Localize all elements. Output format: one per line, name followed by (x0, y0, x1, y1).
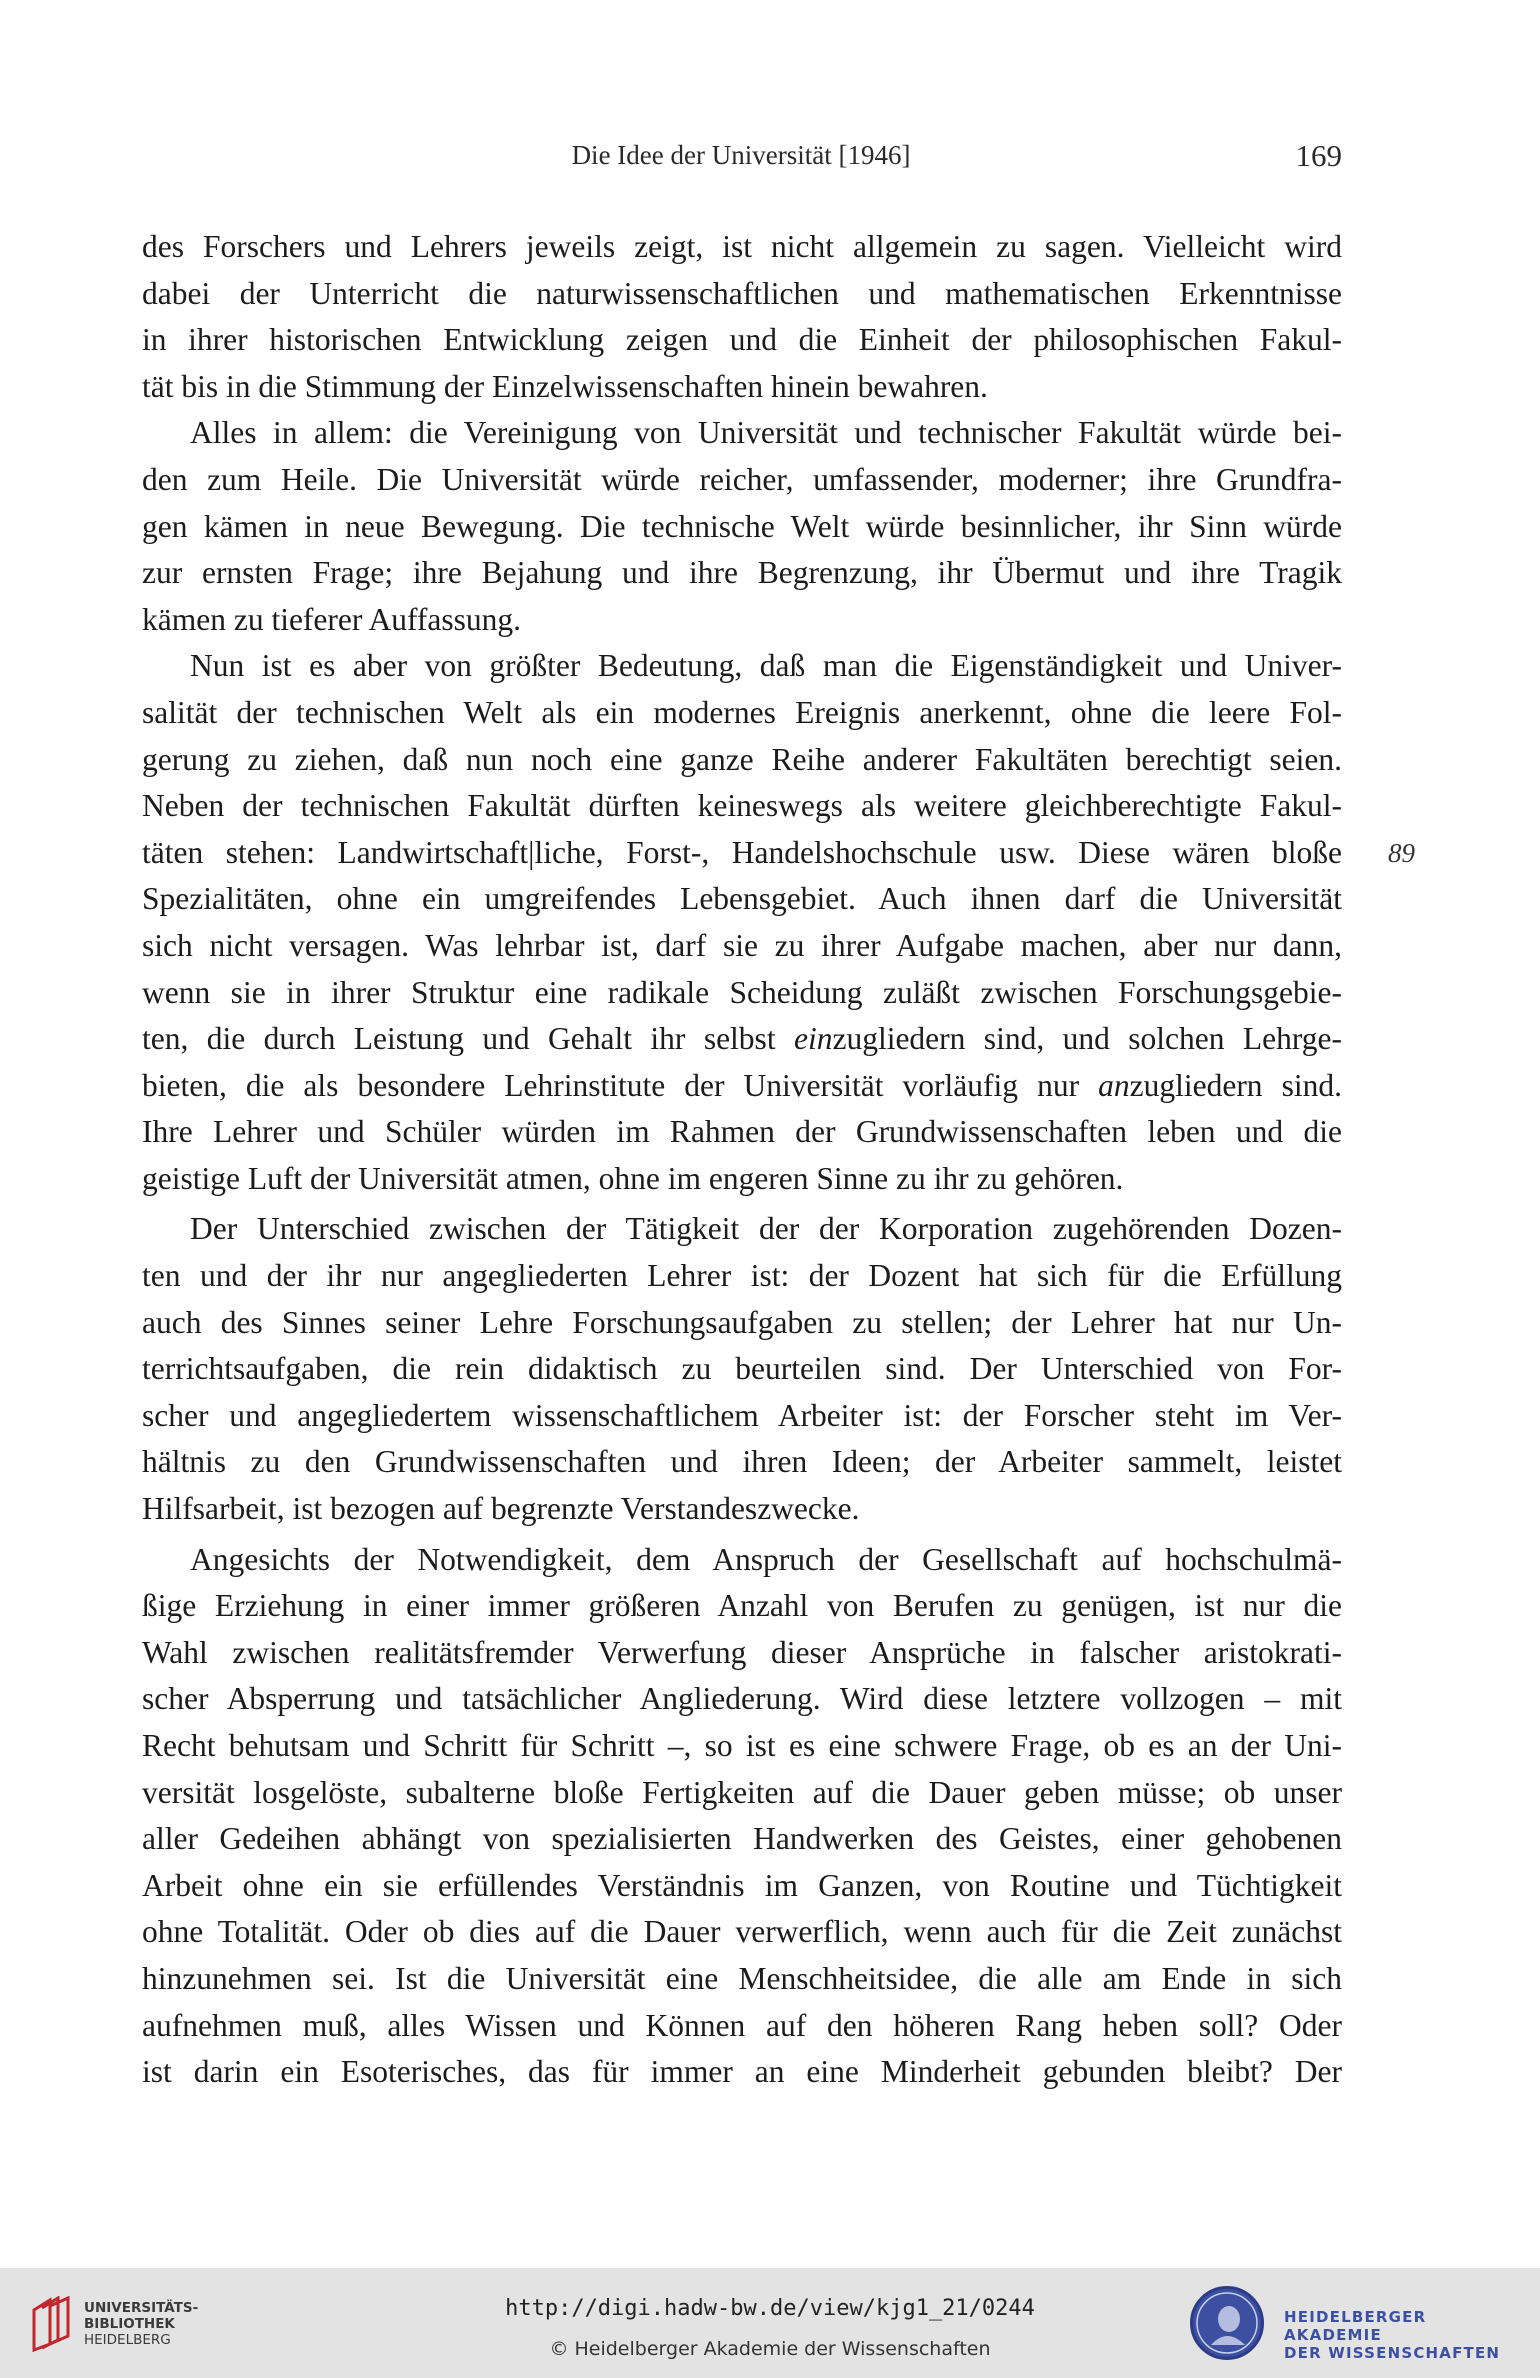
emphasis-text: ein (793, 1021, 833, 1057)
text-line (142, 2049, 1342, 2096)
margin-page-reference: 89 (1388, 838, 1415, 868)
permalink-url[interactable]: http://digi.hadw-bw.de/view/kjg1_21/0244 (505, 2296, 1035, 2321)
text-line (142, 1156, 1342, 1203)
hadw-logo[interactable] (1186, 2282, 1526, 2366)
text-segment: Arbeit ohne ein sie erfüllendes Verständnis im Ganzen, von Routine und Tüchtigkeit (142, 1867, 1342, 1903)
hadw-logo-text: HEIDELBERGER AKADEMIE DER WISSENSCHAFTEN (1284, 2308, 1501, 2362)
text-segment: ten und der ihr nur angegliederten Lehrer ist: der Dozent hat sich für die Erfüllung (142, 1258, 1342, 1294)
text-line (142, 1206, 1342, 1253)
text-line (142, 1816, 1342, 1863)
text-segment: Wahl zwischen realitätsfremder Verwerfung dieser Ansprüche in falscher aristokrati- (142, 1634, 1342, 1670)
text-line (142, 876, 1342, 923)
text-line (142, 1537, 1342, 1584)
hadw-seal-icon (1190, 2286, 1264, 2360)
text-line (142, 1770, 1342, 1817)
text-segment: ist darin ein Esoterisches, das für immer an eine Minderheit gebunden bleibt? Der (142, 2054, 1342, 2090)
text-line (142, 597, 1342, 644)
text-line (142, 1393, 1342, 1440)
text-segment: Ihre Lehrer und Schüler würden im Rahmen der Grundwissenschaften leben und die (142, 1114, 1342, 1150)
text-line (142, 923, 1342, 970)
text-line (142, 1063, 1342, 1110)
text-segment: Nun ist es aber von größter Bedeutung, daß man die Eigenständigkeit und Univer- (190, 648, 1342, 684)
footer-bar (0, 2268, 1540, 2378)
text-segment: Der Unterschied zwischen der Tätigkeit der der Korporation zugehörenden Dozen- (190, 1211, 1342, 1247)
text-segment: zugliedern sind, und solchen Lehrge- (832, 1021, 1342, 1057)
text-segment: gerung zu ziehen, daß nun noch eine ganze Reihe anderer Fakultäten berechtigt seien. (142, 741, 1342, 777)
text-line (142, 1486, 1342, 1533)
text-segment: salität der technischen Welt als ein modernes Ereignis anerkennt, ohne die leere Fol- (142, 694, 1342, 730)
text-segment: des Forschers und Lehrers jeweils zeigt, ist nicht allgemein zu sagen. Vielleicht wird (142, 229, 1342, 264)
text-segment: den zum Heile. Die Universität würde reicher, umfassender, moderner; ihre Grundfra- (142, 461, 1342, 497)
text-segment: zugliedern sind. (1129, 1067, 1343, 1103)
text-line (142, 1439, 1342, 1486)
page-number: 169 (1295, 138, 1342, 173)
text-line (142, 1630, 1342, 1677)
text-line (142, 690, 1342, 737)
text-line (142, 737, 1342, 784)
text-segment: sich nicht versagen. Was lehrbar ist, darf sie zu ihrer Aufgabe machen, aber nur dann, (142, 927, 1342, 963)
text-segment: dabei der Unterricht die naturwissenschaftlichen und mathematischen Erkenntnisse (142, 275, 1342, 311)
text-line (142, 364, 1342, 411)
text-segment: ten, die durch Leistung und Gehalt ihr selbst (142, 1021, 794, 1057)
text-line (142, 1109, 1342, 1156)
text-line (142, 1253, 1342, 1300)
hadw-portrait-icon (1193, 2289, 1261, 2357)
text-line (142, 317, 1342, 364)
copyright-notice: © Heidelberger Akademie der Wissenschaften (549, 2338, 991, 2360)
body-text (142, 224, 1342, 2096)
text-segment: geistige Luft der Universität atmen, ohne im engeren Sinne zu ihr zu gehören. (142, 1160, 1124, 1196)
text-segment: zur ernsten Frage; ihre Bejahung und ihre Begrenzung, ihr Übermut und ihre Tragik (142, 555, 1342, 591)
text-line (142, 504, 1342, 551)
text-segment: Angesichts der Notwendigkeit, dem Anspruch der Gesellschaft auf hochschulmä- (190, 1541, 1342, 1577)
text-line (142, 224, 1342, 271)
text-segment: hinzunehmen sei. Ist die Universität eine Menschheitsidee, die alle am Ende in sich (142, 1960, 1342, 1996)
text-line (142, 830, 1342, 877)
text-segment: gen kämen in neue Bewegung. Die technische Welt würde besinnlicher, ihr Sinn würde (142, 508, 1342, 544)
text-line (142, 1346, 1342, 1393)
text-segment: scher und angegliedertem wissenschaftlichem Arbeiter ist: der Forscher steht im Ver- (142, 1397, 1342, 1433)
text-segment: versität losgelöste, subalterne bloße Fertigkeiten auf die Dauer geben müsse; ob unser (142, 1774, 1342, 1810)
text-segment: in ihrer historischen Entwicklung zeigen und die Einheit der philosophischen Fakul- (142, 322, 1342, 358)
text-segment: auch des Sinnes seiner Lehre Forschungsaufgaben zu stellen; der Lehrer hat nur Un- (142, 1304, 1342, 1340)
text-line (142, 271, 1342, 318)
text-line (142, 1300, 1342, 1347)
text-line (142, 550, 1342, 597)
text-segment: Alles in allem: die Vereinigung von Universität und technischer Fakultät würde bei- (190, 415, 1342, 451)
text-segment: Spezialitäten, ohne ein umgreifendes Lebensgebiet. Auch ihnen darf die Universität (142, 881, 1342, 917)
text-line (142, 1863, 1342, 1910)
ub-logo-text: UNIVERSITÄTS- BIBLIOTHEK HEIDELBERG (84, 2300, 199, 2348)
text-segment: täten stehen: Landwirtschaft|liche, Forst-, Handelshochschule usw. Diese wären bloße (142, 834, 1342, 870)
emphasis-text: an (1098, 1067, 1130, 1103)
text-line (142, 783, 1342, 830)
text-segment: Neben der technischen Fakultät dürften keineswegs als weitere gleichberechtigte Fakul- (142, 788, 1342, 824)
text-segment: wenn sie in ihrer Struktur eine radikale Scheidung zuläßt zwischen Forschungsgebie- (142, 974, 1342, 1010)
running-title: Die Idee der Universität [1946] (571, 140, 911, 170)
text-line (142, 1909, 1342, 1956)
text-segment: kämen zu tieferer Auffassung. (142, 601, 522, 637)
text-segment: bieten, die als besondere Lehrinstitute der Universität vorläufig nur (142, 1067, 1099, 1103)
text-line (142, 2003, 1342, 2050)
text-segment: ohne Totalität. Oder ob dies auf die Dauer verwerflich, wenn auch für die Zeit zunächst (142, 1914, 1342, 1950)
text-line (142, 457, 1342, 504)
text-line (142, 1956, 1342, 2003)
text-line (142, 1016, 1342, 1063)
text-segment: ßige Erziehung in einer immer größeren Anzahl von Berufen zu genügen, ist nur die (142, 1588, 1342, 1624)
text-line (142, 1583, 1342, 1630)
text-segment: scher Absperrung und tatsächlicher Angliederung. Wird diese letztere vollzogen – mit (142, 1681, 1342, 1717)
text-line (142, 970, 1342, 1017)
text-segment: hältnis zu den Grundwissenschaften und ihren Ideen; der Arbeiter sammelt, leistet (142, 1444, 1342, 1480)
text-segment: aller Gedeihen abhängt von spezialisierten Handwerken des Geistes, einer gehobenen (142, 1821, 1342, 1857)
text-segment: Recht behutsam und Schritt für Schritt –, so ist es eine schwere Frage, ob es an der Uni- (142, 1728, 1342, 1763)
text-line (142, 1723, 1342, 1770)
text-segment: tät bis in die Stimmung der Einzelwissenschaften hinein bewahren. (142, 368, 988, 404)
text-line (142, 1676, 1342, 1723)
text-line (142, 410, 1342, 457)
text-segment: aufnehmen muß, alles Wissen und Können auf den höheren Rang heben soll? Oder (142, 2007, 1342, 2043)
text-segment: terrichtsaufgaben, die rein didaktisch zu beurteilen sind. Der Unterschied von For- (142, 1351, 1342, 1387)
text-segment: Hilfsarbeit, ist bezogen auf begrenzte Verstandeszwecke. (142, 1491, 860, 1527)
text-line (142, 643, 1342, 690)
